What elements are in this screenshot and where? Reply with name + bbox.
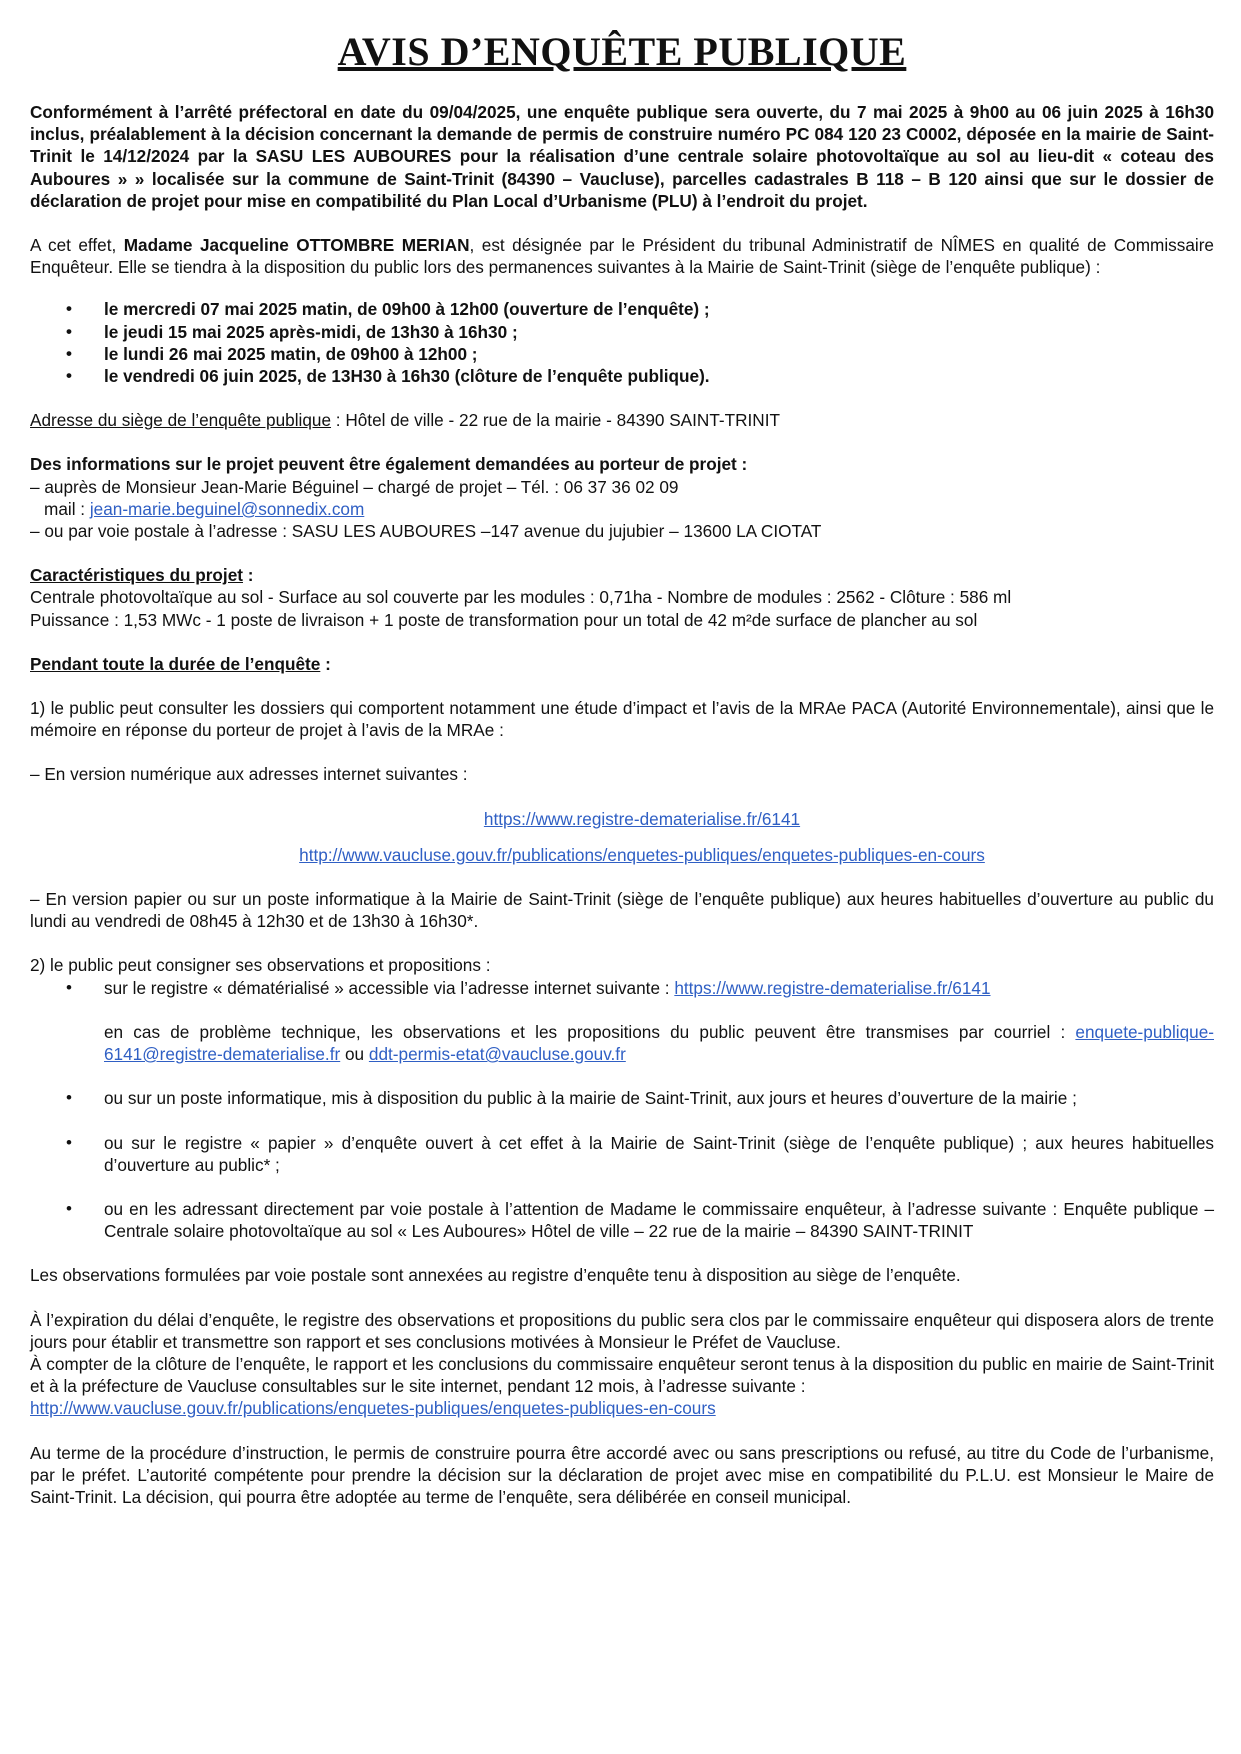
permanences-list (30, 298, 1214, 387)
point2-paragraph: 2) le public peut consigner ses observations et propositions : (30, 955, 491, 976)
numerique-line: – En version numérique aux adresses internet suivantes : (30, 764, 468, 785)
list-item: • le lundi 26 mai 2025 matin, de 09h00 à 12h00 ; (66, 343, 478, 364)
commissaire-before: A cet effet, (30, 235, 124, 256)
ddt-email-link[interactable]: ddt-permis-etat@vaucluse.gouv.fr (368, 1044, 626, 1065)
bullet-icon: • (66, 366, 72, 386)
bullet-icon: • (66, 1088, 72, 1108)
infos-line-contact: – auprès de Monsieur Jean-Marie Béguinel – chargé de projet – Tél. : 06 37 36 02 09 (30, 476, 679, 497)
list-item: • sur le registre « dématérialisé » accessible via l’adresse internet suivante : https://www.registre-dematerialise.fr/6141 en cas de problème technique, les observations et les propositions du public peuvent être transmises par courriel : enquete-publique-6141@registre-dematerialise.fr ou ddt-permis-etat@vaucluse.gouv.fr (66, 977, 1214, 1065)
commissaire-after: , est désignée par le Président du tribunal Administratif de NÎMES en qualité de Commissaire Enquêteur. Elle se tiendra à la disposition du public lors des permanences suivantes à la Mairie de Saint-Trinit (siège de l’enquête publique) : (30, 235, 1214, 278)
registre-link[interactable]: https://www.registre-dematerialise.fr/6141 (483, 808, 801, 829)
adresse-value: : Hôtel de ville - 22 rue de la mairie - 84390 SAINT-TRINIT (331, 410, 780, 431)
commissaire-paragraph (30, 234, 1214, 278)
list-item: • ou en les adressant directement par voie postale à l’attention de Madame le commissaire enquêteur, à l’adresse suivante : Enquête publique – Centrale solaire photovoltaïque au sol « Les Auboures» Hôtel de ville – 22 rue de la mairie – 84390 SAINT-TRINIT (66, 1198, 1214, 1242)
point1-paragraph: 1) le public peut consulter les dossiers qui comportent notamment une étude d’impact et l’avis de la MRAe PACA (Autorité Environnementale), ainsi que le mémoire en réponse du porteur de projet à l’avis de la MRAe : (30, 698, 1214, 741)
vaucluse-link[interactable]: http://www.vaucluse.gouv.fr/publications/enquetes-publiques/enquetes-publiques-en-cours (299, 844, 985, 865)
list-item: • ou sur le registre « papier » d’enquête ouvert à cet effet à la Mairie de Saint-Trinit (siège de l’enquête publique) ; aux heures habituelles d’ouverture au public* ; (66, 1132, 1214, 1175)
bullet-icon: • (66, 299, 72, 319)
link-registre-line (30, 808, 1214, 830)
list-item: • le jeudi 15 mai 2025 après-midi, de 13h30 à 16h30 ; (66, 321, 518, 342)
list-item: • le mercredi 07 mai 2025 matin, de 09h00 à 12h00 (ouverture de l’enquête) ; (66, 299, 710, 320)
obs-postales-paragraph: Les observations formulées par voie postale sont annexées au registre d’enquête tenu à disposition au siège de l’enquête. (30, 1265, 961, 1286)
list-item: • le vendredi 06 juin 2025, de 13H30 à 16h30 (clôture de l’enquête publique). (66, 366, 710, 387)
caracteristiques-line1: Centrale photovoltaïque au sol - Surface au sol couverte par les modules : 0,71ha - Nombre de modules : 2562 - Clôture : 586 ml (30, 587, 1012, 608)
infos-line-mail: mail : jean-marie.beguinel@sonnedix.com (44, 498, 365, 519)
expiration-paragraph: À l’expiration du délai d’enquête, le registre des observations et propositions du public sera clos par le commissaire enquêteur qui disposera alors de trente jours pour établir et transmettre son rapport et ses conclusions motivées à Monsieur le Préfet de Vaucluse. (30, 1309, 1214, 1352)
observations-list (30, 977, 1214, 1243)
registre-link-inline[interactable]: https://www.registre-dematerialise.fr/6141 (674, 977, 991, 998)
enquete-email-link[interactable]: enquete-publique-6141@registre-dematerialise.fr (104, 1021, 1214, 1065)
cloture-link-line (30, 1397, 1214, 1419)
adresse-paragraph (30, 409, 1214, 431)
link-vaucluse-line (30, 844, 1214, 866)
caracteristiques-heading: Caractéristiques du projet : (30, 565, 254, 586)
bullet-icon: • (66, 977, 72, 997)
bullet-icon: • (66, 1198, 72, 1218)
vaucluse-link-cloture[interactable]: http://www.vaucluse.gouv.fr/publications/enquetes-publiques/enquetes-publiques-en-cours (30, 1398, 716, 1419)
commissaire-name: Madame Jacqueline OTTOMBRE MERIAN (123, 235, 470, 256)
page-title: AVIS D’ENQUÊTE PUBLIQUE (337, 29, 907, 74)
adresse-label: Adresse du siège de l’enquête publique (30, 410, 332, 431)
caracteristiques-line2: Puissance : 1,53 MWc - 1 poste de livraison + 1 poste de transformation pour un total de 42 m²de surface de plancher au sol (30, 609, 978, 630)
intro-paragraph: Conformément à l’arrêté préfectoral en date du 09/04/2025, une enquête publique sera ouverte, du 7 mai 2025 à 9h00 au 06 juin 2025 à 16h30 inclus, préalablement à la décision concernant la demande de permis de construire numéro PC 084 120 23 C0002, déposée en la mairie de Saint-Trinit le 14/12/2024 par la SASU LES AUBOURES pour la réalisation d’une centrale solaire photovoltaïque au sol au lieu-dit « coteau des Auboures » » localisée sur la commune de Saint-Trinit (84390 – Vaucluse), parcelles cadastrales B 118 – B 120 ainsi que sur le dossier de déclaration de projet pour mise en compatibilité du Plan Local d’Urbanisme (PLU) à l’endroit du projet. (30, 102, 1214, 211)
cloture-paragraph: À compter de la clôture de l’enquête, le rapport et les conclusions du commissaire enquêteur seront tenus à la disposition du public en mairie de Saint-Trinit et à la préfecture de Vaucluse consultables sur le site internet, pendant 12 mois, à l’adresse suivante : (30, 1353, 1214, 1397)
pendant-heading: Pendant toute la durée de l’enquête : (30, 653, 331, 674)
contact-email-link[interactable]: jean-marie.beguinel@sonnedix.com (89, 498, 365, 519)
document-page (30, 28, 1214, 1508)
infos-heading: Des informations sur le projet peuvent être également demandées au porteur de projet : (30, 454, 748, 475)
bullet-icon: • (66, 1132, 72, 1152)
papier-paragraph: – En version papier ou sur un poste informatique à la Mairie de Saint-Trinit (siège de l’enquête publique) aux heures habituelles d’ouverture au public du lundi au vendredi de 08h45 à 12h30 et de 13h30 à 16h30*. (30, 889, 1214, 932)
bullet-icon: • (66, 321, 72, 341)
infos-line-postal: – ou par voie postale à l’adresse : SASU LES AUBOURES –147 avenue du jujubier – 13600 LA CIOTAT (30, 521, 822, 542)
bullet-icon: • (66, 343, 72, 363)
list-item: • ou sur un poste informatique, mis à disposition du public à la mairie de Saint-Trinit, aux jours et heures d’ouverture de la mairie ; (66, 1088, 1077, 1109)
terme-paragraph: Au terme de la procédure d’instruction, le permis de construire pourra être accordé avec ou sans prescriptions ou refusé, au titre du Code de l’urbanisme, par le préfet. L’autorité compétente pour prendre la décision sur la déclaration de projet avec mise en compatibilité du P.L.U. est Monsieur le Maire de Saint-Trinit. La décision, qui pourra être adoptée au terme de l’enquête, sera délibérée en conseil municipal. (30, 1442, 1214, 1507)
